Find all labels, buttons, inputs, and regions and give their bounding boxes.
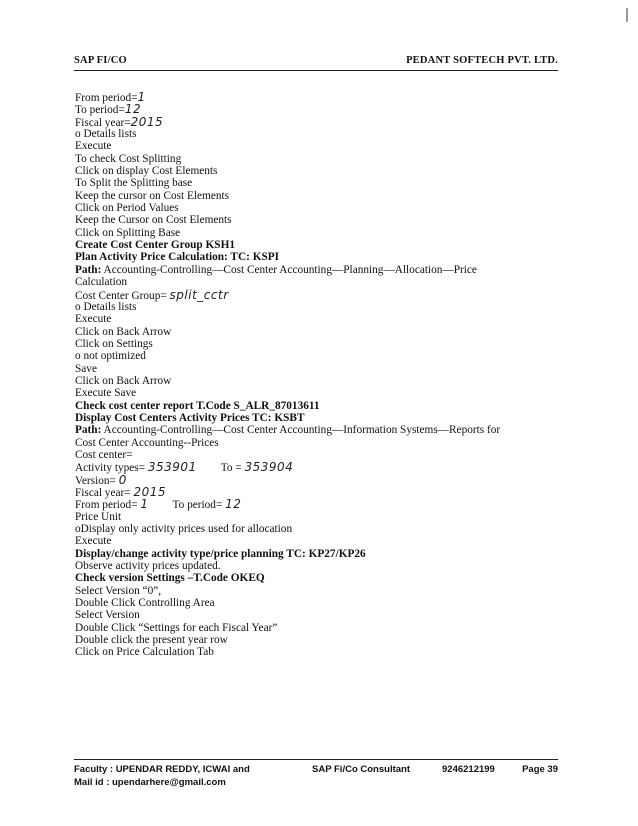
text-line <box>75 363 565 375</box>
text-line <box>75 375 565 387</box>
text-line <box>75 424 565 436</box>
line-text: Select Version <box>75 609 140 622</box>
text-line <box>75 387 565 399</box>
text-line <box>75 609 565 621</box>
text-line <box>75 190 565 202</box>
handwritten-value: 2015 <box>130 114 164 129</box>
text-line <box>75 165 565 177</box>
line-text: Calculation <box>75 276 128 289</box>
line-text: Execute <box>75 313 112 326</box>
line-text: Double Click Controlling Area <box>75 597 215 610</box>
line-text: Display/change activity type/price planning TC: KP27/KP26 <box>75 547 366 560</box>
line-text: Keep the cursor on Cost Elements <box>75 189 230 202</box>
handwritten-value: 353904 <box>244 460 294 475</box>
path-label: Path: <box>75 424 102 437</box>
text-line <box>75 313 565 325</box>
footer-page-number: Page 39 <box>522 764 558 775</box>
path-label: Path: <box>75 263 102 276</box>
text-line <box>75 289 565 301</box>
line-text: Execute Save <box>75 387 137 400</box>
text-line <box>75 523 565 535</box>
handwritten-value: 1 <box>137 90 146 104</box>
text-line <box>75 634 565 646</box>
line-text: To Split the Splitting base <box>75 177 193 190</box>
handwritten-value: 12 <box>124 102 142 117</box>
line-text: Fiscal year= <box>75 116 131 129</box>
line-text: To = <box>220 462 245 475</box>
text-line <box>75 350 565 362</box>
line-text: To check Cost Splitting <box>75 152 182 165</box>
text-line <box>75 239 565 251</box>
text-line <box>75 585 565 597</box>
handwritten-value: 2015 <box>133 485 166 499</box>
page-header <box>74 52 558 71</box>
line-text: oDisplay only activity prices used for allocation <box>75 523 293 536</box>
text-line <box>75 437 565 449</box>
text-line <box>75 264 565 276</box>
line-text: Observe activity prices updated. <box>75 560 221 573</box>
line-text: Click on Back Arrow <box>75 325 172 338</box>
text-line <box>75 646 565 658</box>
line-text: o Details lists <box>75 300 137 313</box>
line-text: Click on display Cost Elements <box>75 165 218 178</box>
line-text: Create Cost Center Group KSH1 <box>75 239 236 252</box>
line-text: Execute <box>75 535 112 548</box>
handwritten-value: 1 <box>140 497 149 512</box>
line-text: From period= <box>75 499 141 512</box>
line-text: To period= <box>75 104 125 117</box>
line-text: To period= <box>172 499 226 512</box>
line-text: Activity types= <box>75 462 148 475</box>
text-line <box>75 214 565 226</box>
line-text: Cost Center Group= <box>75 289 170 302</box>
text-line <box>75 461 565 473</box>
footer-phone: 9246212199 <box>442 764 495 775</box>
line-text: Plan Activity Price Calculation: TC: KSPI <box>75 251 280 264</box>
line-text: Click on Period Values <box>75 202 179 215</box>
handwritten-value: 0 <box>118 472 127 487</box>
line-text: o not optimized <box>75 350 146 363</box>
text-line <box>75 227 565 239</box>
line-text: Click on Settings <box>75 337 153 350</box>
handwritten-value: split_cctr <box>169 287 229 302</box>
text-line <box>75 560 565 572</box>
line-text: Double Click “Settings for each Fiscal Year” <box>75 621 278 634</box>
text-line <box>75 116 565 128</box>
text-line <box>75 498 565 510</box>
text-line <box>75 251 565 263</box>
text-line <box>75 153 565 165</box>
page-footer <box>74 759 558 794</box>
line-text: Click on Price Calculation Tab <box>75 646 214 659</box>
text-line <box>75 597 565 609</box>
line-text: Accounting-Controlling—Cost Center Accounting—Planning—Allocation—Price <box>101 263 477 276</box>
line-text: Save <box>75 362 97 375</box>
text-line <box>75 128 565 140</box>
line-text: Accounting-Controlling—Cost Center Accounting—Information Systems—Reports for <box>101 424 501 437</box>
text-line <box>75 140 565 152</box>
text-line <box>75 535 565 547</box>
text-line <box>75 400 565 412</box>
line-text: Fiscal year= <box>75 487 134 499</box>
text-line <box>75 202 565 214</box>
line-text: Cost center= <box>75 448 133 461</box>
text-line <box>75 276 565 288</box>
text-line <box>75 177 565 189</box>
line-text: Display Cost Centers Activity Prices TC: KSBT <box>75 411 305 424</box>
line-text: Keep the Cursor on Cost Elements <box>75 214 232 227</box>
footer-mail: Mail id : upendarhere@gmail.com <box>74 777 226 788</box>
text-line <box>75 338 565 350</box>
text-line <box>75 511 565 523</box>
text-line <box>75 622 565 634</box>
text-line <box>75 572 565 584</box>
scan-edge-mark <box>626 8 628 22</box>
line-text: Check version Settings –T.Code OKEQ <box>75 572 265 585</box>
header-right: PEDANT SOFTECH PVT. LTD. <box>406 55 558 66</box>
text-line <box>75 91 565 103</box>
line-text: Cost Center Accounting--Prices <box>75 436 219 449</box>
line-text: Double click the present year row <box>75 634 228 647</box>
line-text: Check cost center report T.Code S_ALR_87013611 <box>75 399 320 412</box>
handwritten-value: 353901 <box>147 460 197 475</box>
text-line <box>75 412 565 424</box>
text-line <box>75 301 565 313</box>
handwritten-value: 12 <box>225 497 242 512</box>
line-text: From period= <box>75 92 138 104</box>
line-text: Version= <box>75 474 119 487</box>
line-text: Click on Splitting Base <box>75 226 181 239</box>
line-text: Select Version “0”, <box>75 584 162 597</box>
text-line <box>75 548 565 560</box>
document-body <box>75 91 565 659</box>
line-text: Click on Back Arrow <box>75 374 172 387</box>
footer-faculty: Faculty : UPENDAR REDDY, ICWAI and <box>74 764 250 775</box>
text-line <box>75 326 565 338</box>
line-text: o Details lists <box>75 128 137 141</box>
header-left: SAP FI/CO <box>74 55 127 66</box>
line-text: Price Unit <box>75 510 122 523</box>
footer-consultant: SAP Fi/Co Consultant <box>312 764 410 775</box>
line-text: Execute <box>75 140 112 153</box>
